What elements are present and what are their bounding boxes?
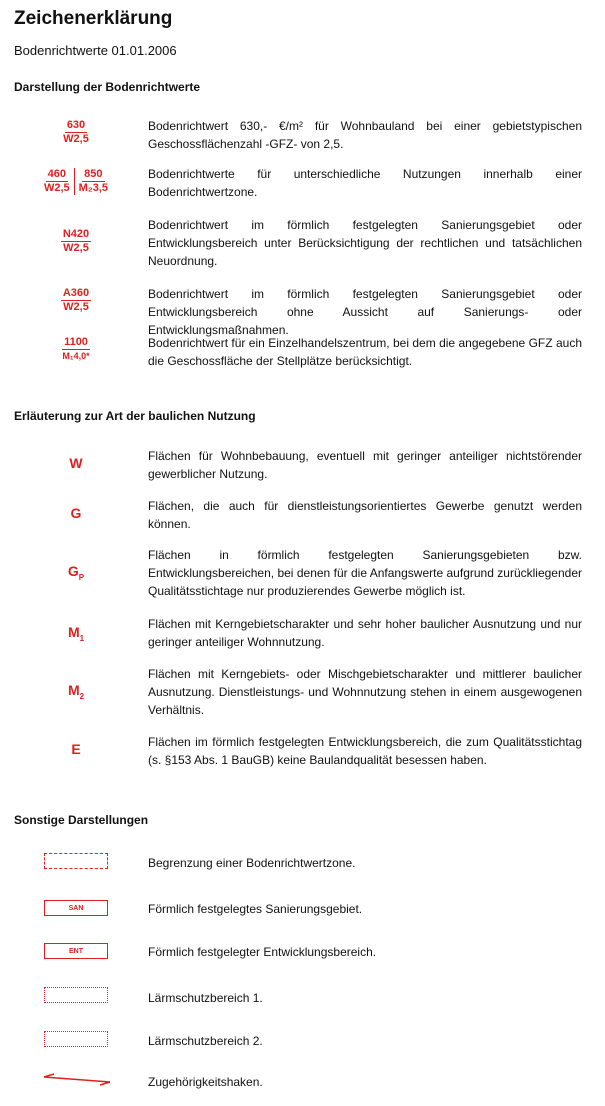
nutzung-symbol-g: G bbox=[70, 505, 82, 521]
legend-text: Flächen im förmlich festgelegten Entwicklungsbereich, die zum Qualitätsstichtag (s. §153 Abs. 1 BauGB) keine Baulandqualität besessen haben. bbox=[148, 735, 582, 767]
page-title: Zeichenerklärung bbox=[14, 8, 173, 29]
zugehoerigkeitshaken-icon bbox=[42, 1073, 112, 1087]
page-subtitle: Bodenrichtwerte 01.01.2006 bbox=[14, 43, 177, 58]
laermschutzbereich-2-symbol bbox=[44, 1031, 108, 1047]
section-heading-nutzung: Erläuterung zur Art der baulichen Nutzung bbox=[14, 409, 256, 423]
richtwert-symbol-a360: $\frac{A360}{W2,5}$ bbox=[62, 287, 90, 313]
legend-text: Zugehörigkeitshaken. bbox=[148, 1075, 263, 1089]
entwicklungsbereich-symbol: ENT bbox=[44, 943, 108, 959]
legend-text: Bodenrichtwert für ein Einzelhandelszentrum, bei dem die angegebene GFZ auch die Geschossfläche der Stellplätze berücksichtigt. bbox=[148, 336, 582, 368]
section-heading-sonstige: Sonstige Darstellungen bbox=[14, 813, 149, 827]
legend-text: Bodenrichtwert im förmlich festgelegten Sanierungsgebiet oder Entwicklungsbereich ohne Aussicht auf Sanierungs- oder Entwicklungsmaßnahmen. bbox=[148, 287, 582, 337]
legend-text: Flächen, die auch für dienstleistungsorientiertes Gewerbe genutzt werden können. bbox=[148, 499, 582, 531]
nutzung-symbol-e: E bbox=[71, 741, 81, 757]
legend-text: Flächen mit Kerngebietscharakter und sehr hoher baulicher Ausnutzung und nur geringer anteiliger Wohnnutzung. bbox=[148, 617, 582, 649]
nutzung-symbol-m2: $M_2$ bbox=[67, 682, 85, 701]
legend-text: Bodenrichtwert im förmlich festgelegten Sanierungsgebiet oder Entwicklungsbereich unter Berücksichtigung der rechtlichen und tatsächlichen Neuordnung. bbox=[148, 218, 582, 268]
legend-text: Flächen in förmlich festgelegten Sanierungsgebieten bzw. Entwicklungsbereichen, bei denen für die Anfangswerte aufgrund zurückliegender Qualitätsstichtage nur produzierendes Gewerbe möglich ist. bbox=[148, 548, 582, 598]
bodenrichtwertzone-boundary-symbol bbox=[44, 853, 108, 869]
legend-text: Bodenrichtwerte für unterschiedliche Nutzungen innerhalb einer Bodenrichtwertzone. bbox=[148, 167, 582, 199]
nutzung-symbol-w: W bbox=[69, 455, 83, 471]
richtwert-symbol-630: $\frac{630}{W2,5}$ bbox=[63, 119, 89, 145]
nutzung-symbol-m1: $M_1$ bbox=[67, 624, 85, 643]
richtwert-symbol-mixed: 460 W2,5 850 M₂3,5 bbox=[30, 168, 122, 195]
nutzung-symbol-gp: $G_P$ bbox=[67, 563, 85, 582]
legend-text: Lärmschutzbereich 2. bbox=[148, 1034, 263, 1048]
section-heading-darstellung: Darstellung der Bodenrichtwerte bbox=[14, 80, 201, 94]
legend-text: Bodenrichtwert 630,- €/m² für Wohnbauland bei einer gebietstypischen Geschossflächenzahl -GFZ- von 2,5. bbox=[148, 119, 582, 151]
laermschutzbereich-1-symbol bbox=[44, 987, 108, 1003]
legend-text: Lärmschutzbereich 1. bbox=[148, 991, 263, 1005]
sanierungsgebiet-symbol: SAN bbox=[44, 900, 108, 916]
legend-text: Flächen mit Kerngebiets- oder Mischgebietscharakter und mittlerer baulicher Ausnutzung. Dienstleistungs- und Wohnnutzung stehen in einem ausgewogenen Verhältnis. bbox=[148, 667, 582, 717]
legend-text: Förmlich festgelegter Entwicklungsbereich. bbox=[148, 945, 377, 959]
legend-text: Förmlich festgelegtes Sanierungsgebiet. bbox=[148, 902, 363, 916]
richtwert-symbol-n420: $\frac{N420}{W2,5}$ bbox=[62, 228, 90, 254]
legend-text: Flächen für Wohnbebauung, eventuell mit geringer anteiliger nichtstörender gewerblicher Nutzung. bbox=[148, 449, 582, 481]
legend-text: Begrenzung einer Bodenrichtwertzone. bbox=[148, 856, 356, 870]
richtwert-symbol-1100: 1100 M₁4,0* bbox=[62, 336, 90, 361]
